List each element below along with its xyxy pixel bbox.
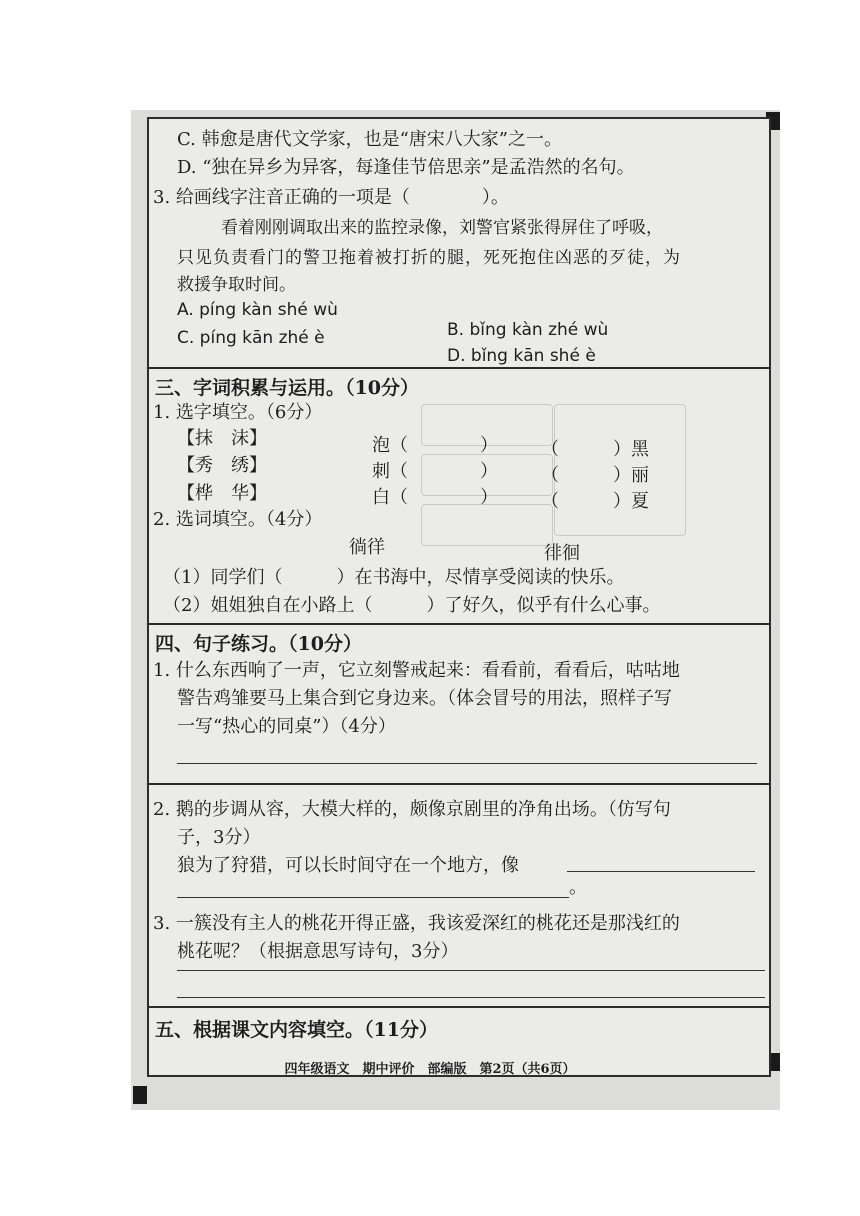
fill-sentence-1[interactable]: （1）同学们（ ）在书海中，尽情享受阅读的快乐。 <box>163 567 625 588</box>
section3-title: 三、字词积累与运用。（10分） <box>155 377 419 399</box>
registration-mark-bottom-left <box>133 1086 147 1104</box>
section4-q3-line2: 桃花呢？（根据意思写诗句，3分） <box>177 941 459 962</box>
q3-passage-line2: 只见负责看门的警卫拖着被打折的腿，死死抱住凶恶的歹徒，为 <box>177 248 681 268</box>
char-pair-3: 【桦 华】 <box>177 483 267 504</box>
section-divider <box>149 623 769 625</box>
q3-passage-tail: 刘警官紧张得屏住了呼吸， <box>459 218 663 238</box>
q3-passage-line1 <box>221 217 663 239</box>
bleed-box <box>421 504 553 546</box>
fill-blank-right-2[interactable]: （ ）丽 <box>541 465 649 486</box>
page-footer: 四年级语文 期中评价 部编版 第2页（共6页） <box>284 1062 576 1077</box>
fill-blank-left-3[interactable]: 白（ ） <box>372 487 498 508</box>
section4-q1-line2: 警告鸡雏要马上集合到它身边来。（体会冒号的用法，照样子写 <box>177 688 672 709</box>
q3-passage-line3: 救援争取时间。 <box>177 275 296 295</box>
word-choice-b: 徘徊 <box>544 543 580 564</box>
q3-stem: 3. 给画线字注音正确的一项是（ ）。 <box>153 187 509 208</box>
fill-blank-left-1[interactable]: 泡（ ） <box>372 435 498 456</box>
fill-blank-right-1[interactable]: （ ）黑 <box>541 439 649 460</box>
q3-option-c[interactable]: C. píng kān zhé è <box>177 328 325 348</box>
answer-line[interactable] <box>177 763 757 764</box>
section-divider <box>149 783 769 785</box>
period-mark: 。 <box>569 877 587 898</box>
option-d-text: D. “独在异乡为异客，每逢佳节倍思亲”是孟浩然的名句。 <box>177 157 635 178</box>
word-choice-a: 徜徉 <box>349 537 385 558</box>
fill-blank-right-3[interactable]: （ ）夏 <box>541 491 649 512</box>
q3-option-a[interactable]: A. píng kàn shé wù <box>177 300 338 320</box>
q3-option-d[interactable]: D. bǐng kān shé è <box>447 346 596 366</box>
answer-line[interactable] <box>177 897 569 898</box>
section4-title: 四、句子练习。（10分） <box>155 633 362 655</box>
section-divider <box>149 1006 769 1008</box>
answer-line[interactable] <box>177 997 765 998</box>
section4-q1-line3: 一写“热心的同桌”）（4分） <box>177 716 396 737</box>
q3-option-b[interactable]: B. bǐng kàn zhé wù <box>447 320 609 340</box>
section4-q2-line1: 2. 鹅的步调从容，大模大样的，颇像京剧里的净角出场。（仿写句 <box>153 799 671 820</box>
fill-blank-left-2[interactable]: 刺（ ） <box>372 461 498 482</box>
section5-title: 五、根据课文内容填空。（11分） <box>155 1019 438 1041</box>
fill-sentence-2[interactable]: （2）姐姐独自在小路上（ ）了好久，似乎有什么心事。 <box>163 595 661 616</box>
section4-q2-line2: 子，3分） <box>177 827 261 848</box>
exam-sheet <box>147 117 771 1077</box>
section4-q1-line1: 1. 什么东西响了一声，它立刻警戒起来：看看前，看看后，咕咕地 <box>153 660 680 681</box>
char-pair-2: 【秀 绣】 <box>177 455 267 476</box>
section3-q2: 2. 选词填空。（4分） <box>153 509 323 530</box>
char-pair-1: 【抹 沫】 <box>177 428 267 449</box>
section-divider <box>149 367 769 369</box>
option-c-text: C. 韩愈是唐代文学家，也是“唐宋八大家”之一。 <box>177 129 562 150</box>
section3-q1: 1. 选字填空。（6分） <box>153 402 323 423</box>
answer-line[interactable] <box>567 871 755 872</box>
section4-q3-line1: 3. 一簇没有主人的桃花开得正盛，我该爱深红的桃花还是那浅红的 <box>153 913 680 934</box>
section4-q2-line3: 狼为了狩猎，可以长时间守在一个地方，像 <box>177 855 519 876</box>
answer-line[interactable] <box>177 970 765 971</box>
q3-passage-part: 看着刚刚调取出来的监控录像， <box>221 218 459 238</box>
